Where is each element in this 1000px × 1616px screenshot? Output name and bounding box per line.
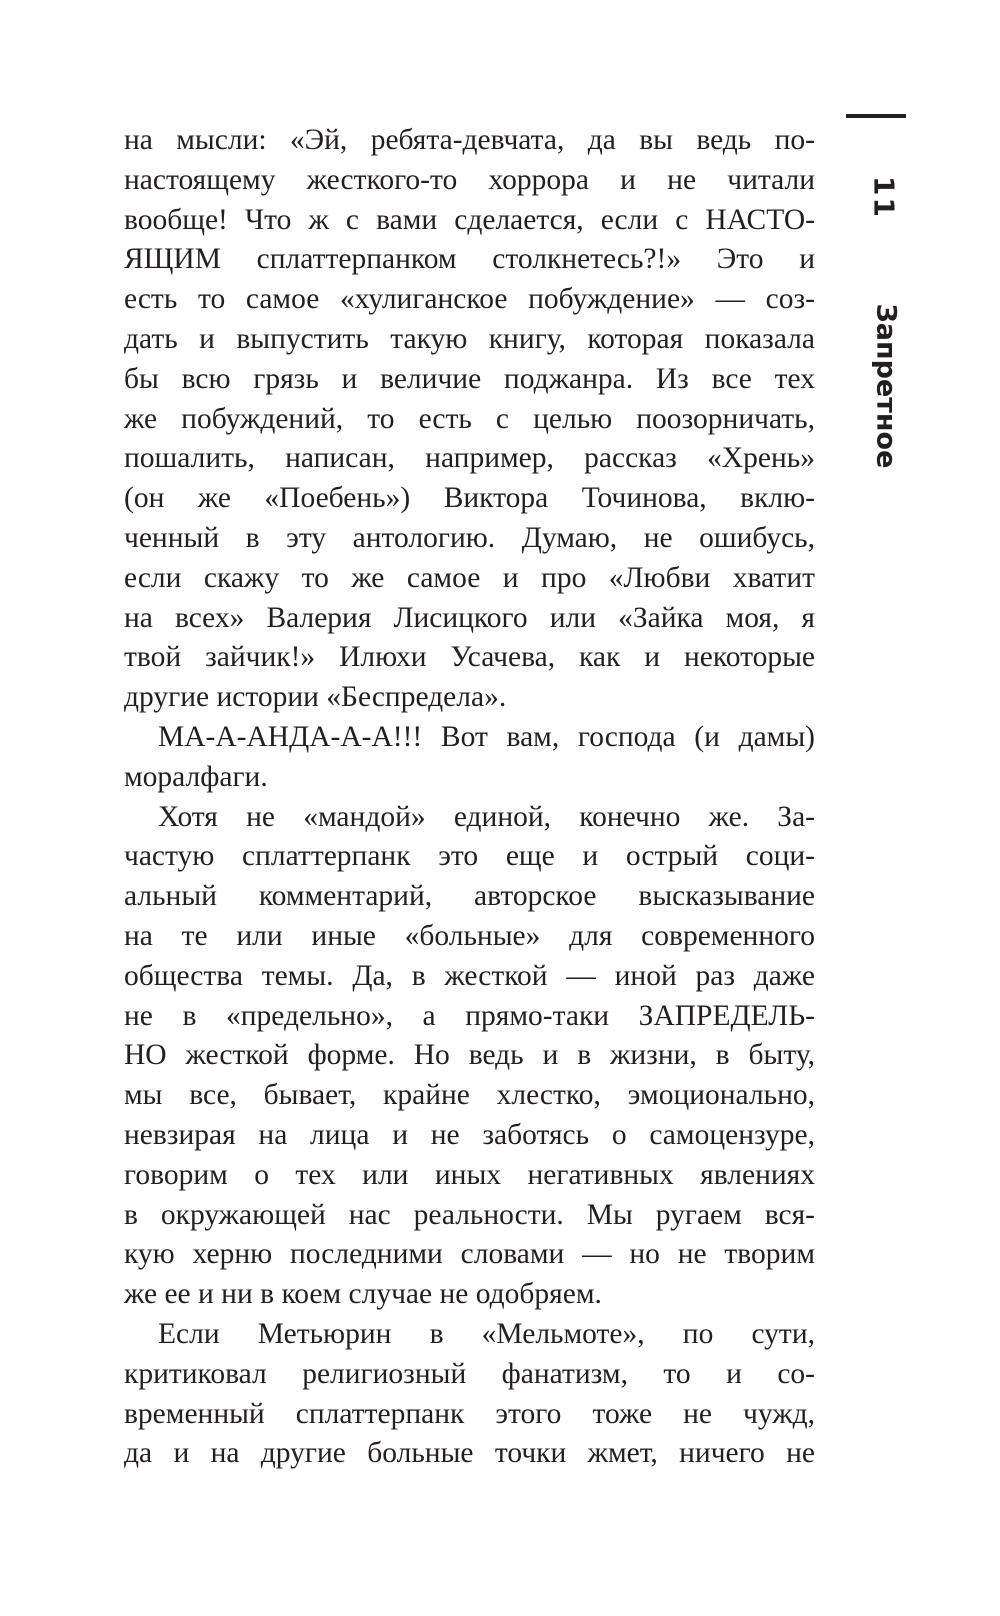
text-line: временный сплаттерпанк этого тоже не чужд, [124, 1397, 815, 1430]
section-title: Запретное [870, 303, 902, 469]
text-line: на всех» Валерия Лисицкого или «Зайка моя, я [124, 601, 815, 634]
text-line: НО жесткой форме. Но ведь и в жизни, в быту, [124, 1039, 815, 1072]
text-line: мы все, бывает, крайне хлестко, эмоционально, [124, 1079, 815, 1112]
text-line: на мысли: «Эй, ребята-девчата, да вы ведь по- [124, 124, 815, 156]
text-line: Если Метьюрин в «Мельмоте», по сути, [158, 1317, 815, 1350]
text-line: бы всю грязь и величие поджанра. Из все тех [124, 362, 815, 395]
body-text [124, 121, 815, 1474]
text-line: в окружающей нас реальности. Мы ругаем вся- [124, 1198, 815, 1231]
text-line: настоящему жесткого-то хоррора и не читали [124, 163, 815, 196]
text-line: дать и выпустить такую книгу, которая показала [124, 322, 815, 355]
text-line: на те или иные «больные» для современного [124, 919, 815, 952]
text-line: критиковал религиозный фанатизм, то и со- [124, 1357, 815, 1390]
text-line: твой зайчик!» Илюхи Усачева, как и некоторые [124, 641, 815, 674]
text-line: ченный в эту антологию. Думаю, не ошибусь, [124, 521, 815, 554]
text-line: же побуждений, то есть с целью поозорничать, [124, 402, 815, 435]
text-line: не в «предельно», а прямо-таки ЗАПРЕДЕЛЬ- [124, 999, 815, 1032]
text-line: (он же «Поебень») Виктора Точинова, вклю- [124, 482, 815, 515]
running-head-rule [846, 114, 906, 118]
text-line: моралфаги. [124, 760, 268, 793]
text-line: вообще! Что ж с вами сделается, если с НАСТО- [124, 203, 815, 236]
text-line: пошалить, написан, например, рассказ «Хрень» [124, 442, 815, 475]
text-line: частую сплаттерпанк это еще и острый соци- [124, 840, 815, 873]
text-line: невзирая на лица и не заботясь о самоцензуре, [124, 1118, 815, 1151]
page-number: 11 [867, 176, 901, 219]
text-line: альный комментарий, авторское высказывание [124, 880, 815, 913]
text-line: есть то самое «хулиганское побуждение» — соз- [124, 283, 815, 316]
text-line: Хотя не «мандой» единой, конечно же. За- [158, 800, 815, 833]
text-line: общества темы. Да, в жесткой — иной раз даже [124, 959, 815, 992]
text-line: ЯЩИМ сплаттерпанком столкнетесь?!» Это и [124, 243, 815, 276]
text-line: кую херню последними словами — но не творим [124, 1238, 815, 1271]
text-line: МА-А-АНДА-А-А!!! Вот вам, господа (и дамы) [158, 720, 815, 753]
text-line: другие истории «Беспредела». [124, 681, 507, 714]
text-line: говорим о тех или иных негативных явлениях [124, 1158, 815, 1191]
text-line: же ее и ни в коем случае не одобряем. [124, 1278, 602, 1311]
text-line: если скажу то же самое и про «Любви хватит [124, 561, 815, 594]
text-line: да и на другие больные точки жмет, ничего не [124, 1437, 815, 1470]
